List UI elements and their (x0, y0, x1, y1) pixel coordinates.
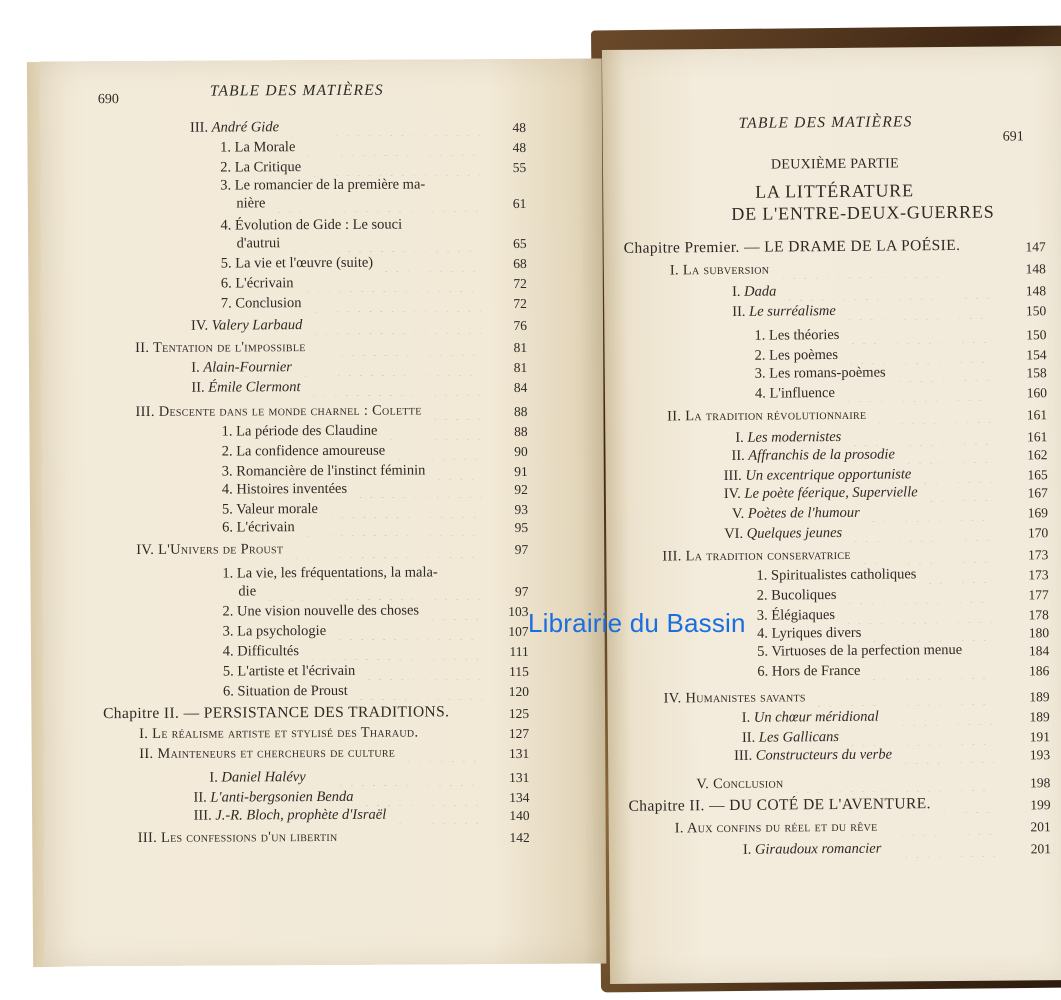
left-toc-entry (209, 768, 305, 787)
right-leader-dots (939, 795, 995, 813)
left-leader-dots (303, 517, 482, 536)
left-toc-page-number: 55 (512, 159, 527, 176)
right-toc-entry-label: 1. Les théories (754, 326, 840, 344)
right-toc-page-number: 191 (1029, 729, 1051, 745)
right-leader-dots (868, 503, 992, 522)
left-toc-page-number: 65 (513, 235, 527, 252)
left-leader-dots (302, 273, 481, 292)
left-leader-dots (273, 193, 480, 212)
right-toc-entry-label: 6. Hors de France (757, 662, 861, 680)
left-leader-dots (300, 357, 481, 376)
left-toc-page-number: 125 (508, 705, 530, 722)
right-toc-page-number: 189 (1029, 709, 1050, 725)
right-toc-entry (757, 624, 861, 643)
left-toc-entry (190, 118, 279, 136)
left-toc-entry-label: I. Le réalisme artiste et stylisé des Tharaud. (139, 724, 419, 742)
right-toc-entry (754, 326, 839, 345)
left-toc-page-number: 142 (509, 829, 530, 846)
left-toc-page-number: 72 (513, 295, 527, 312)
left-toc-page-number: 72 (513, 275, 527, 292)
right-toc-page-number: 201 (1030, 841, 1051, 857)
right-leader-dots (869, 623, 993, 642)
right-leader-dots (846, 345, 991, 364)
right-leader-dots (900, 745, 994, 764)
left-toc-entry-label: III. J.-R. Bloch, prophète d'Israël (193, 806, 387, 824)
left-toc-entry-label: nière (236, 195, 266, 212)
left-toc-entry-label: 3. La psychologie (222, 622, 327, 640)
right-toc-page-number: 161 (1027, 429, 1048, 445)
right-leader-dots (926, 483, 992, 502)
right-leader-dots (843, 383, 991, 402)
right-leader-dots (847, 325, 990, 344)
left-toc-page-number: 120 (508, 683, 529, 700)
right-leader-dots (777, 259, 950, 279)
right-leader-dots (919, 465, 991, 484)
right-toc-entry (731, 445, 895, 464)
left-toc-entry-label: IV. L'Univers de Proust (136, 541, 284, 558)
left-leader-dots (314, 767, 484, 786)
right-toc-entry (732, 302, 836, 321)
left-toc-page-number: 97 (514, 583, 529, 599)
right-toc-entry-label: V. Conclusion (696, 775, 784, 793)
left-toc-entry (103, 703, 449, 723)
left-toc-entry (191, 358, 292, 377)
left-leader-dots (362, 787, 484, 806)
right-toc-entry-label: II. Le surréalisme (732, 302, 836, 320)
left-toc-page-number: 131 (509, 769, 530, 786)
left-toc-page-number: 91 (514, 463, 528, 479)
right-toc-entry-label: 3. Les romans-poèmes (754, 364, 886, 382)
left-toc-entry (222, 563, 437, 582)
right-toc-entry (628, 795, 930, 816)
right-toc-page-number: 167 (1027, 485, 1048, 501)
right-toc-page-number: 162 (1027, 447, 1048, 463)
left-toc-entry-label: IV. Valery Larbaud (190, 317, 303, 334)
right-toc-entry (755, 384, 835, 403)
right-toc-page-number: 158 (1026, 365, 1047, 381)
left-toc-entry (221, 254, 373, 273)
left-toc-entry-label: III. Les confessions d'un libertin (137, 828, 338, 846)
left-toc-entry-label: 5. L'artiste et l'écrivain (222, 662, 356, 680)
left-toc-entry (223, 662, 356, 681)
right-leader-dots (850, 523, 992, 542)
right-toc-entry-label: 2. Les poèmes (754, 346, 839, 364)
right-toc-page-number: 150 (1025, 303, 1047, 319)
right-toc-entry-label: III. Constructeurs du verbe (734, 746, 893, 764)
right-leader-dots (886, 817, 995, 836)
right-toc-page-number: 184 (1028, 643, 1050, 659)
left-toc-page-number: 68 (513, 255, 527, 272)
right-toc-entry (735, 428, 841, 447)
left-leader-dots (303, 137, 480, 156)
left-toc-page-number: 95 (514, 519, 529, 535)
watermark-text: Librairie du Bassin (528, 608, 746, 638)
right-toc-entry-label: Chapitre II. — DU COTÉ DE L'AVENTURE. (628, 795, 931, 815)
right-toc-entry (670, 261, 770, 280)
left-toc-entry-label: 4. Histoires inventées (221, 480, 348, 498)
right-leader-dots (869, 661, 994, 680)
left-leader-dots (427, 601, 482, 619)
left-toc-entry (135, 401, 421, 420)
right-toc-page-number: 173 (1028, 567, 1049, 583)
right-toc-entry-label: 3. Élégiaques (756, 607, 836, 624)
right-toc-page-number: 193 (1029, 747, 1051, 763)
left-toc-entry (220, 138, 295, 156)
left-toc-page-number: 88 (513, 403, 528, 419)
left-toc-page-number: 115 (509, 663, 529, 680)
right-leader-dots (847, 727, 994, 746)
left-toc-entry-label: II. L'anti-bergsonien Benda (193, 788, 354, 806)
left-toc-page-number: 103 (508, 603, 529, 620)
left-toc-entry-label: 5. Valeur morale (221, 501, 318, 518)
left-toc-entry (222, 500, 318, 519)
left-toc-page-number: 92 (514, 481, 528, 497)
left-toc-entry-label: 1. La Morale (220, 139, 296, 156)
left-page (40, 59, 607, 967)
left-toc-page-number: 97 (514, 541, 529, 557)
left-leader-dots (403, 743, 483, 761)
left-toc-entry-label: II. Émile Clermont (191, 379, 301, 396)
left-leader-dots (334, 621, 482, 640)
right-toc-page-number: 170 (1027, 525, 1049, 541)
section-title-line-1: LA LITTÉRATURE (755, 180, 914, 202)
left-toc-entry (222, 422, 378, 441)
right-toc-entry (664, 688, 806, 707)
right-toc-page-number: 173 (1028, 547, 1049, 563)
part-title: DEUXIÈME PARTIE (770, 156, 899, 173)
left-toc-entry-label: 4. Difficultés (222, 643, 300, 660)
left-leader-dots (309, 377, 482, 396)
left-toc-entry-label: Chapitre II. — PERSISTANCE DES TRADITIONS. (103, 703, 450, 723)
right-leader-dots (887, 707, 994, 726)
left-toc-page-number: 134 (509, 789, 530, 806)
right-toc-entry (755, 364, 886, 383)
left-toc-entry-label: I. Alain-Fournier (191, 359, 292, 376)
left-toc-entry (222, 442, 386, 461)
left-toc-entry (191, 316, 302, 335)
left-toc-entry-label: 2. La Critique (220, 159, 302, 176)
left-toc-page-number: 81 (513, 339, 528, 355)
right-toc-entry-label: 1. Spiritualistes catholiques (756, 566, 917, 584)
right-toc-entry-label: VI. Quelques jeunes (724, 524, 843, 542)
left-toc-entry (223, 622, 327, 641)
right-toc-entry (757, 641, 962, 661)
left-toc-entry-label: 6. L'écrivain (220, 275, 294, 292)
left-toc-entry-label: 3. Le romancier de la première ma- (220, 176, 426, 194)
left-toc-page-number: 61 (512, 195, 527, 212)
left-toc-entry (221, 294, 302, 312)
right-toc-entry (732, 283, 776, 301)
left-leader-dots (381, 253, 481, 272)
right-toc-page-number: 189 (1029, 689, 1050, 705)
left-leader-dots (310, 315, 481, 334)
left-toc-page-number: 88 (514, 423, 528, 439)
left-toc-entry-label: 6. L'écrivain (222, 519, 295, 536)
left-toc-entry-label: 7. Conclusion (220, 295, 302, 312)
right-folio: 691 (1002, 129, 1024, 145)
left-toc-entry-label: d'autrui (236, 235, 281, 252)
right-toc-entry-label: I. La subversion (669, 261, 770, 279)
right-toc-entry-label: I. Les modernistes (735, 428, 842, 446)
left-leader-dots (309, 293, 480, 312)
left-leader-dots (363, 661, 483, 680)
left-toc-entry-label: II. Mainteneurs et chercheurs de culture (139, 744, 396, 762)
left-toc-page-number: 84 (513, 379, 528, 395)
right-toc-page-number: 150 (1026, 327, 1047, 343)
left-toc-entry (135, 338, 306, 357)
left-toc-page-number: 127 (508, 725, 530, 742)
right-leader-dots (874, 405, 991, 424)
right-toc-entry-label: IV. Le poète féerique, Supervielle (723, 484, 918, 502)
left-leader-dots (264, 581, 482, 600)
left-leader-dots (309, 157, 480, 176)
left-toc-page-number: 111 (509, 643, 529, 660)
left-toc-entry (222, 480, 347, 499)
left-folio: 690 (97, 92, 119, 108)
right-toc-entry (724, 465, 912, 485)
left-toc-entry-label: 4. Évolution de Gide : Le souci (220, 216, 403, 234)
left-toc-page-number: 93 (514, 501, 529, 517)
right-toc-entry-label: III. La tradition conservatrice (662, 546, 851, 565)
right-toc-entry-label: 4. Lyriques divers (756, 624, 862, 642)
left-toc-page-number: 90 (514, 443, 528, 459)
right-toc-entry-label: II. Affranchis de la prosodie (731, 446, 895, 464)
right-toc-entry-label: 4. L'influence (754, 385, 835, 402)
right-running-head: TABLE DES MATIÈRES (738, 113, 913, 132)
right-toc-page-number: 199 (1030, 797, 1051, 813)
right-leader-dots (924, 565, 992, 584)
left-leader-dots (307, 641, 483, 660)
right-toc-entry (742, 708, 879, 727)
right-toc-entry (624, 237, 961, 258)
left-toc-page-number: 107 (508, 623, 529, 640)
right-toc-entry (734, 746, 892, 765)
right-toc-entry (757, 662, 860, 681)
left-toc-entry-label: III. André Gide (189, 119, 280, 136)
right-toc-entry-label: I. Dada (731, 283, 777, 300)
left-toc-entry (237, 234, 281, 252)
right-toc-entry (755, 346, 839, 365)
right-toc-entry-label: I. Un chœur méridional (741, 708, 879, 726)
right-leader-dots (792, 773, 995, 793)
left-toc-entry (191, 378, 300, 397)
right-leader-dots (903, 445, 992, 464)
right-toc-entry-label: V. Poètes de l'humour (731, 504, 860, 522)
right-toc-entry (757, 606, 835, 625)
left-leader-dots (287, 117, 480, 136)
left-toc-entry-label: 6. Situation de Proust (222, 682, 348, 700)
right-leader-dots (859, 545, 993, 564)
left-toc-entry (138, 828, 338, 847)
left-toc-entry (220, 158, 301, 176)
left-toc-page-number: 76 (513, 317, 528, 333)
left-toc-entry (193, 788, 353, 807)
right-toc-entry-label: I. Giraudoux romancier (742, 840, 882, 858)
left-toc-entry (223, 682, 348, 701)
right-toc-entry (756, 565, 916, 584)
right-toc-entry (675, 818, 878, 838)
right-leader-dots (843, 605, 993, 624)
left-toc-entry (221, 274, 294, 292)
right-toc-page-number: 177 (1028, 587, 1049, 603)
right-toc-page-number: 180 (1028, 625, 1050, 641)
right-toc-page-number: 169 (1027, 505, 1049, 521)
left-leader-dots (430, 401, 482, 419)
right-toc-entry-label: II. Les Gallicans (741, 728, 840, 746)
right-toc-entry (742, 728, 839, 747)
right-toc-entry-label: 5. Virtuoses de la perfection menue (757, 641, 963, 660)
right-leader-dots (844, 301, 990, 320)
left-toc-entry-label: 2. Une vision nouvelle des choses (222, 602, 420, 620)
right-toc-entry (667, 406, 866, 426)
right-toc-entry-label: Chapitre Premier. — LE DRAME DE LA POÉSIE. (623, 236, 961, 257)
left-toc-entry-label: 1. La vie, les fréquentations, la mala- (222, 564, 438, 582)
left-toc-entry-label: 3. Romancière de l'instinct féminin (221, 462, 426, 480)
right-toc-page-number: 154 (1026, 347, 1047, 363)
left-leader-dots (355, 479, 482, 498)
right-toc-page-number: 161 (1026, 407, 1048, 423)
left-toc-entry (222, 461, 426, 480)
left-toc-entry (220, 175, 425, 194)
right-toc-page-number: 160 (1026, 385, 1048, 401)
right-toc-entry (724, 483, 918, 503)
right-leader-dots (814, 687, 994, 707)
right-toc-page-number: 201 (1030, 819, 1051, 835)
left-toc-page-number: 81 (513, 359, 528, 375)
right-leader-dots (889, 839, 995, 858)
left-toc-entry (220, 216, 402, 235)
right-toc-entry (732, 504, 860, 523)
right-leader-dots (844, 585, 992, 604)
right-toc-entry-label: I. Aux confins du réel et du rêve (674, 818, 878, 837)
right-toc-entry (662, 546, 851, 566)
left-toc-entry-label: 5. La vie et l'œuvre (suite) (220, 254, 374, 272)
right-toc-page-number: 165 (1027, 467, 1048, 483)
right-toc-page-number: 186 (1029, 663, 1050, 679)
left-toc-entry (136, 540, 283, 559)
right-toc-page-number: 178 (1028, 607, 1049, 623)
left-toc-page-number: 48 (512, 119, 527, 136)
left-toc-entry-label: II. Tentation de l'impossible (135, 339, 306, 356)
left-toc-entry (139, 724, 418, 743)
right-leader-dots (894, 363, 991, 382)
left-toc-entry (139, 744, 395, 763)
right-toc-page-number: 147 (1025, 239, 1046, 255)
left-toc-entry-label: 2. La confidence amoureuse (221, 442, 386, 460)
left-leader-dots (314, 337, 482, 356)
left-leader-dots (326, 499, 482, 518)
right-toc-page-number: 148 (1025, 283, 1047, 299)
left-leader-dots (356, 681, 483, 700)
left-leader-dots (291, 539, 482, 558)
section-title-line-2: DE L'ENTRE-DEUX-GUERRES (731, 201, 995, 224)
right-page (602, 46, 1061, 984)
left-toc-page-number: 140 (509, 807, 530, 824)
right-toc-entry-label: II. La tradition révolutionnaire (667, 406, 867, 425)
left-toc-entry-label: III. Descente dans le monde charnel : Colette (135, 402, 422, 420)
right-toc-entry-label: IV. Humanistes savants (663, 689, 806, 707)
right-toc-entry-label: 2. Bucoliques (756, 586, 837, 604)
left-toc-entry-label: die (238, 583, 257, 600)
left-toc-entry (238, 582, 256, 600)
left-toc-entry-label: I. Daniel Halévy (209, 769, 306, 786)
right-toc-page-number: 148 (1025, 261, 1046, 277)
right-leader-dots (784, 281, 990, 301)
right-toc-entry (696, 774, 783, 793)
right-leader-dots (849, 427, 991, 446)
left-running-head: TABLE DES MATIÈRES (209, 81, 384, 100)
right-toc-page-number: 198 (1030, 775, 1051, 791)
left-leader-dots (288, 233, 480, 252)
right-toc-entry-label: III. Un excentrique opportuniste (723, 466, 912, 484)
right-toc-entry (757, 586, 837, 605)
left-toc-entry (222, 518, 295, 536)
left-leader-dots (385, 421, 481, 440)
left-toc-entry-label: 1. La période des Claudine (221, 422, 378, 440)
right-toc-entry (724, 524, 842, 543)
left-leader-dots (433, 461, 481, 479)
left-toc-entry (236, 194, 265, 212)
left-toc-entry (194, 806, 387, 825)
left-toc-entry (223, 642, 299, 660)
left-toc-page-number: 131 (508, 745, 530, 762)
left-leader-dots (393, 441, 482, 459)
right-toc-entry (743, 840, 882, 859)
left-toc-page-number: 48 (512, 139, 527, 156)
left-toc-entry (222, 601, 419, 620)
left-leader-dots (394, 805, 483, 823)
